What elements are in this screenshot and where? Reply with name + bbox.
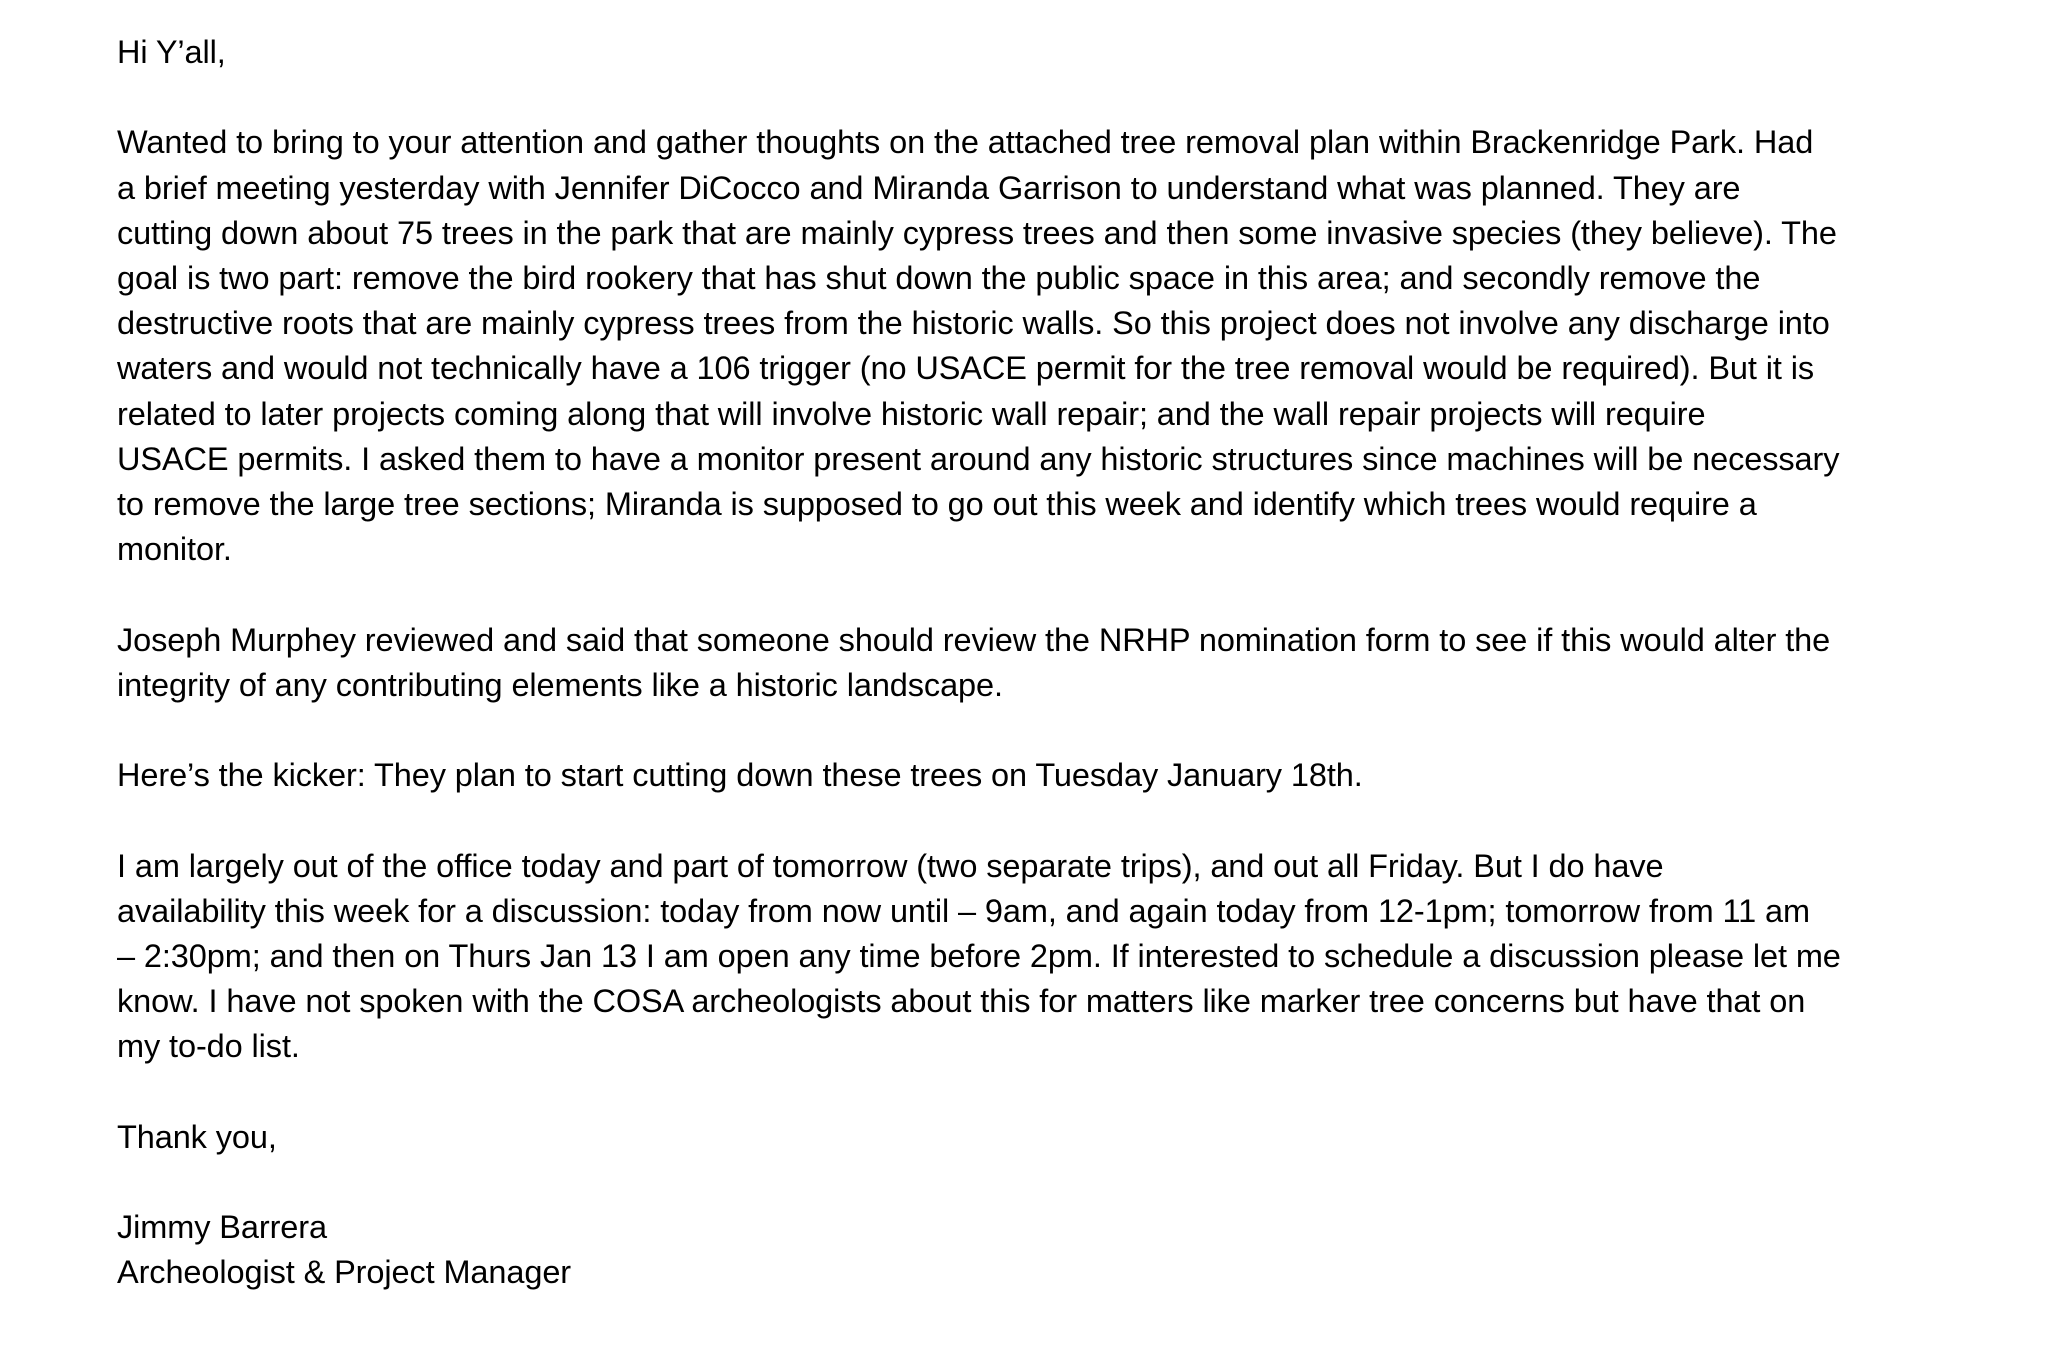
greeting: Hi Y’all,	[117, 34, 226, 70]
closing: Thank you,	[117, 1118, 277, 1155]
closing-paragraph	[117, 1115, 1997, 1160]
text-line: monitor.	[117, 531, 232, 568]
text-line: related to later projects coming along that will involve historic wall repair; and the wall repair projects will require	[117, 395, 1706, 432]
text-line: cutting down about 75 trees in the park that are mainly cypress trees and then some invasive species (they believe). The	[117, 214, 1837, 251]
text-line: goal is two part: remove the bird rookery that has shut down the public space in this area; and secondly remove the	[117, 260, 1761, 296]
text-line: – 2:30pm; and then on Thurs Jan 13 I am open any time before 2pm. If interested to schedule a discussion please let me	[117, 938, 1841, 974]
text-line: waters and would not technically have a 106 trigger (no USACE permit for the tree removal would be required). But it is	[117, 350, 1815, 387]
paragraph-kicker	[117, 753, 1997, 798]
text-line: integrity of any contributing elements like a historic landscape.	[117, 666, 1003, 703]
text-line: USACE permits. I asked them to have a monitor present around any historic structures since machines will be necessary	[117, 440, 1840, 477]
signature-name: Jimmy Barrera	[117, 1209, 327, 1246]
text-line: destructive roots that are mainly cypress trees from the historic walls. So this project does not involve any discharge into	[117, 305, 1830, 342]
email-body	[117, 30, 1997, 1296]
text-line: know. I have not spoken with the COSA archeologists about this for matters like marker tree concerns but have that on	[117, 983, 1806, 1020]
text-line: to remove the large tree sections; Miranda is supposed to go out this week and identify which trees would require a	[117, 486, 1757, 523]
paragraph-availability	[117, 844, 1997, 1070]
text-line: I am largely out of the office today and part of tomorrow (two separate trips), and out all Friday. But I do have	[117, 847, 1664, 884]
greeting-paragraph	[117, 30, 1997, 75]
signature-block	[117, 1205, 1997, 1295]
paragraph-tree-removal-plan	[117, 120, 1997, 572]
text-line: Wanted to bring to your attention and gather thoughts on the attached tree removal plan within Brackenridge Park. Had	[117, 124, 1814, 161]
text-line: availability this week for a discussion: today from now until – 9am, and again today from 12-1pm; tomorrow from 11 am	[117, 892, 1810, 929]
signature-title: Archeologist & Project Manager	[117, 1254, 572, 1291]
text-line: Here’s the kicker: They plan to start cutting down these trees on Tuesday January 18th.	[117, 757, 1363, 794]
text-line: my to-do list.	[117, 1028, 300, 1065]
text-line: Joseph Murphey reviewed and said that someone should review the NRHP nomination form to see if this would alter the	[117, 621, 1831, 658]
text-line: a brief meeting yesterday with Jennifer DiCocco and Miranda Garrison to understand what was planned. They are	[117, 169, 1741, 206]
paragraph-nrhp-review	[117, 618, 1997, 708]
